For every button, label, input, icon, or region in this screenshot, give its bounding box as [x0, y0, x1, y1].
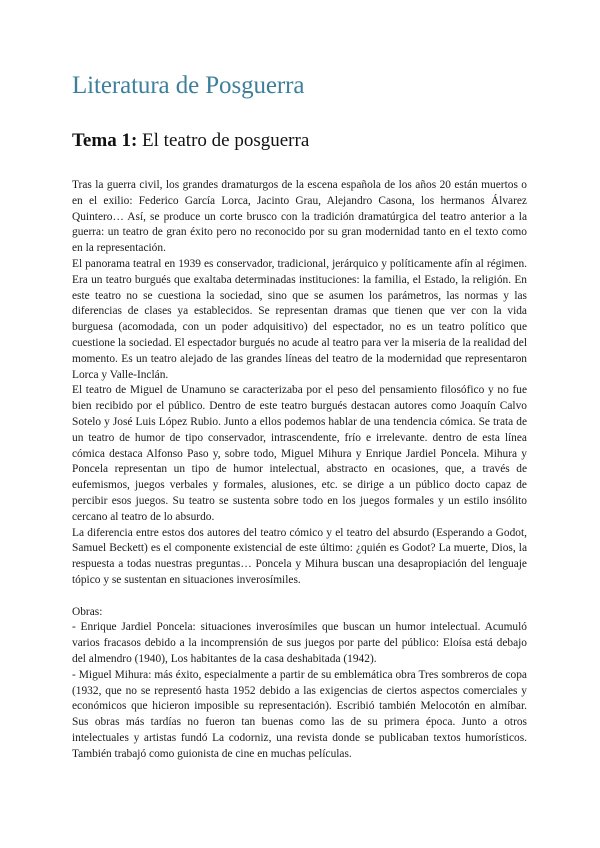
paragraph-intro: Tras la guerra civil, los grandes dramaturgos de la escena española de los años 20 están muertos o en el exilio: Federico García Lorca, Jacinto Grau, Alejandro Casona, los hermanos Álvarez Quintero… Así, se produce un corte brusco con la tradición dramatúrgica del teatro anterior a la guerra: un teatro de gran éxito pero no reconocido por su gran modernidad tanto en el texto como en la representación. [72, 179, 527, 255]
paragraph-unamuno: El teatro de Miguel de Unamuno se caracterizaba por el peso del pensamiento filosófico y no fue bien recibido por el público. Dentro de este teatro burgués destacan autores como Joaquín Calvo Sotelo y José Luis López Rubio. Junto a ellos podemos hablar de una tendencia cómica. Se trata de un teatro de humor de tipo conservador, intrascendente, frío e irrelevante. dentro de esta línea cómica destaca Alfonso Paso y, sobre todo, Miguel Mihura y Enrique Jardiel Poncela. Mihura y Poncela representan un tipo de humor intelectual, abstracto en ocasiones, que, a través de eufemismos, juegos verbales y formales, alusiones, etc. se dirige a un público docto capaz de percibir esos juegos. Su teatro se sustenta sobre todo en los juegos formales y un estilo insólito cercano al teatro de lo absurdo. [72, 384, 527, 523]
document-body [72, 178, 527, 762]
paragraph-spacer [72, 589, 527, 605]
document-title: Literatura de Posguerra [72, 72, 305, 99]
topic-title: El teatro de posguerra [137, 130, 310, 151]
topic-heading [72, 130, 309, 152]
paragraph-absurd: La diferencia entre estos dos autores del teatro cómico y el teatro del absurdo (Esperando a Godot, Samuel Beckett) es el componente existencial de este último: ¿quién es Godot? La muerte, Dios, la respuesta a todas nuestras preguntas… Poncela y Mihura buscan una desapropiación del lenguaje tópico y se sustentan en situaciones inverosímiles. [72, 526, 527, 586]
paragraph-panorama: El panorama teatral en 1939 es conservador, tradicional, jerárquico y políticamente afín al régimen. Era un teatro burgués que exaltaba determinadas instituciones: la familia, el Estado, la religión. En este teatro no se cuestiona la sociedad, sino que se asumen los parámetros, las normas y las diferencias de clases ya establecidos. Se representan dramas que tienen que ver con la vida burguesa (acomodada, con un poder adquisitivo) del espectador, no es un teatro político que cuestione la sociedad. El espectador burgués no acude al teatro para ver la miseria de la realidad del momento. Es un teatro alejado de las grandes líneas del teatro de la modernidad que representaron Lorca y Valle-Inclán. [72, 257, 527, 381]
works-item-jardiel: - Enrique Jardiel Poncela: situaciones inverosímiles que buscan un humor intelectual. Acumuló varios fracasos debido a la incomprensión de sus juegos por parte del público: Eloísa está debajo del almendro (1940), Los habitantes de la casa deshabitada (1942). [72, 621, 527, 665]
works-item-mihura: - Miguel Mihura: más éxito, especialmente a partir de su emblemática obra Tres sombreros de copa (1932, que no se representó hasta 1952 debido a las exigencias de ciertos aspectos comerciales y económicos que hicieron imposible su representación). Escribió también Melocotón en almíbar. Sus obras más tardías no fueron tan buenas como las de su primera época. Junto a otros intelectuales y artistas fundó La codorniz, una revista donde se publicaban textos humorísticos. También trabajó como guionista de cine en muchas películas. [72, 668, 527, 760]
topic-label: Tema 1: [72, 130, 138, 151]
works-heading: Obras: [72, 605, 103, 618]
